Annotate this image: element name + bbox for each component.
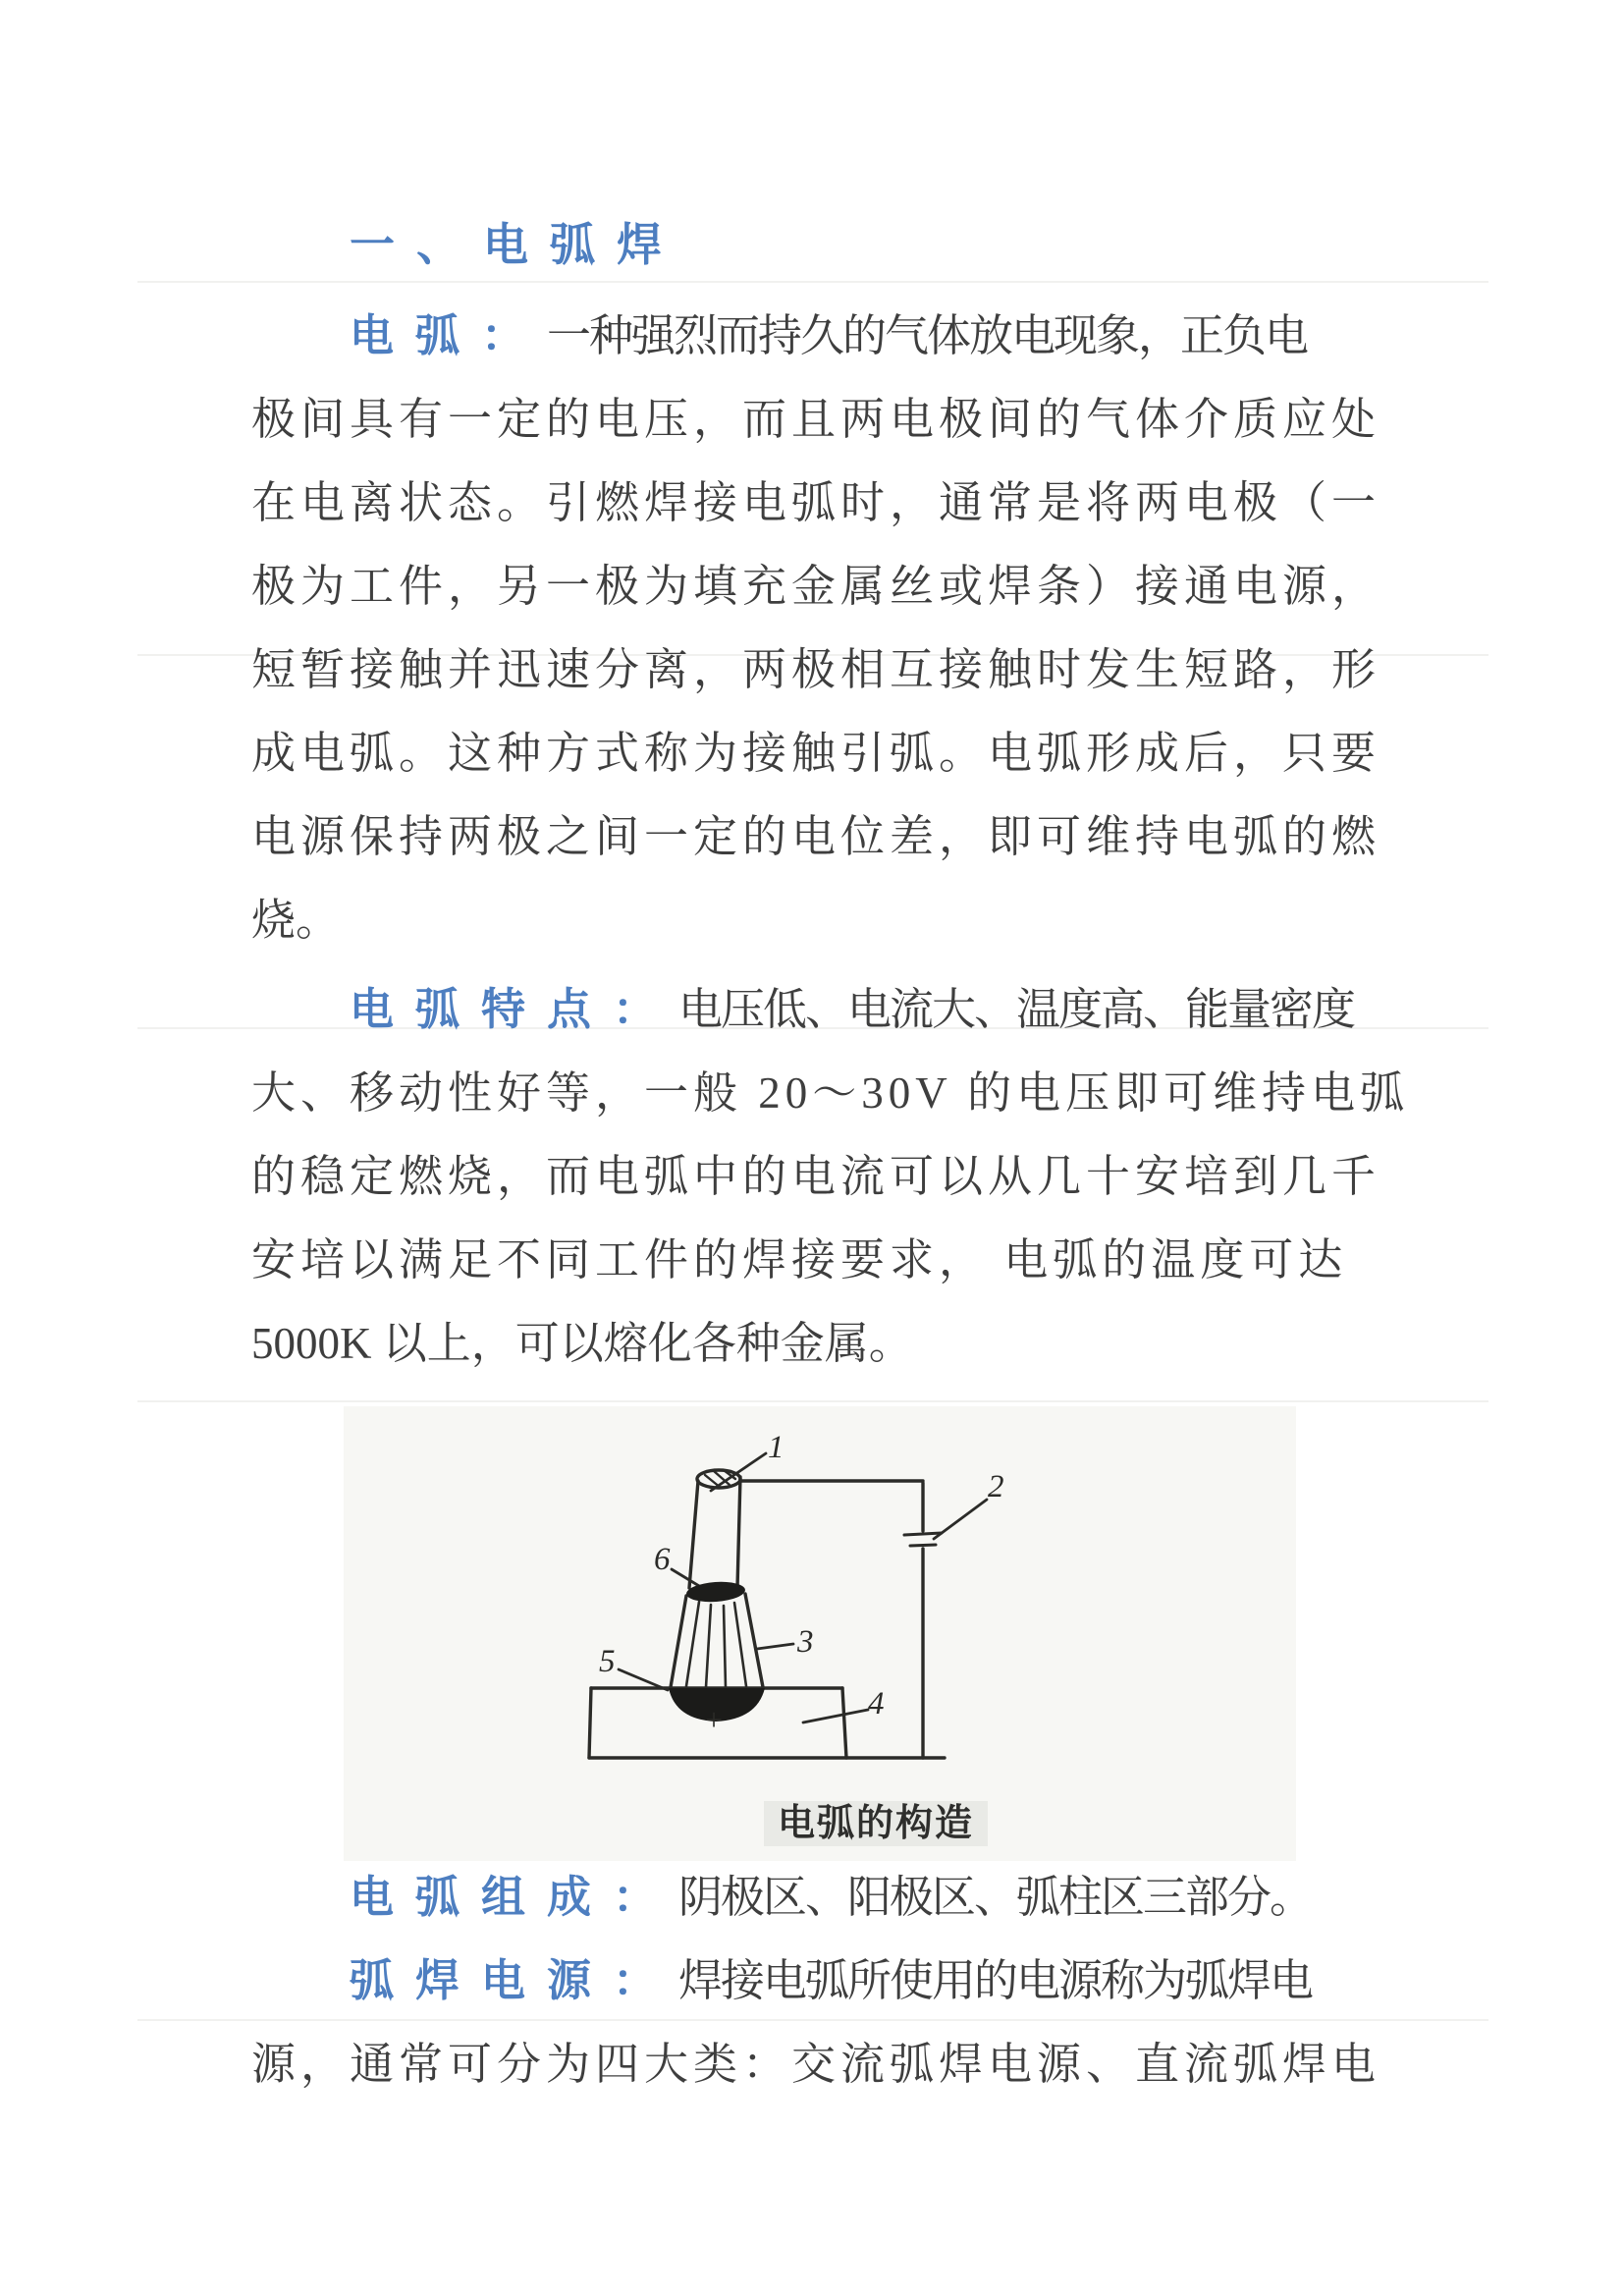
text-line bbox=[251, 1052, 1410, 1135]
line-text: 极为工件，另一极为填充金属丝或焊条）接通电源， bbox=[251, 562, 1381, 611]
line-text: 在电离状态。引燃焊接电弧时，通常是将两电极（一 bbox=[251, 478, 1381, 527]
text-line bbox=[251, 1135, 1390, 1219]
text-line bbox=[251, 1219, 1390, 1302]
text-line bbox=[251, 712, 1390, 795]
arc-structure-diagram bbox=[344, 1406, 1296, 1861]
figure-label-3: 3 bbox=[797, 1624, 814, 1660]
figure-label-1: 1 bbox=[768, 1430, 784, 1465]
line-text: 源，通常可分为四大类：交流弧焊电源、直流弧焊电 bbox=[251, 2040, 1381, 2089]
section-heading bbox=[251, 203, 683, 287]
line-text: 大、移动性好等，一般 20～30V 的电压即可维持电弧 bbox=[251, 1068, 1410, 1118]
paragraph-first-line bbox=[251, 968, 1488, 1052]
text-line bbox=[251, 1302, 1390, 1386]
line-text: 5000K 以上，可以熔化各种金属。 bbox=[251, 1319, 913, 1368]
text-line bbox=[251, 795, 1390, 879]
line-text: 焊接电弧所使用的电源称为弧焊电 bbox=[678, 1956, 1313, 2005]
paragraph-first-line bbox=[251, 1856, 1488, 1940]
term-label: 电弧特点： bbox=[350, 985, 679, 1034]
line-text: 短暂接触并迅速分离，两极相互接触时发生短路，形 bbox=[251, 645, 1381, 694]
faint-ruled-line bbox=[137, 1400, 1488, 1402]
line-text: 烧。 bbox=[251, 896, 341, 945]
arc-cone bbox=[671, 1594, 763, 1687]
battery-icon bbox=[904, 1533, 942, 1546]
line-text: 阴极区、阳极区、弧柱区三部分。 bbox=[678, 1873, 1313, 1922]
text-line bbox=[251, 545, 1390, 629]
plus-mark: + bbox=[705, 1702, 724, 1737]
term-label: 弧焊电源： bbox=[350, 1956, 679, 2005]
workpiece-plate bbox=[589, 1688, 945, 1758]
text-line bbox=[251, 629, 1390, 712]
text-line bbox=[251, 879, 1390, 962]
leader-line-4 bbox=[803, 1710, 868, 1722]
leader-line-2 bbox=[934, 1500, 987, 1539]
figure-label-5: 5 bbox=[599, 1644, 616, 1679]
line-text: 一种强烈而持久的气体放电现象，正负电 bbox=[547, 311, 1308, 360]
line-text: 安培以满足不同工件的焊接要求， 电弧的温度可达 bbox=[251, 1235, 1348, 1285]
figure-label-6: 6 bbox=[654, 1542, 671, 1577]
leader-line-1 bbox=[711, 1453, 766, 1491]
text-line bbox=[251, 378, 1390, 462]
text-line bbox=[251, 462, 1390, 545]
section-heading-text: 一、电弧焊 bbox=[350, 220, 683, 270]
figure-label-4: 4 bbox=[868, 1686, 885, 1722]
line-text: 极间具有一定的电压，而且两电极间的气体介质应处 bbox=[251, 395, 1381, 444]
figure-caption: 电弧的构造 bbox=[764, 1801, 988, 1846]
line-text: 成电弧。这种方式称为接触引弧。电弧形成后，只要 bbox=[251, 729, 1381, 778]
arc-structure-figure bbox=[344, 1406, 1296, 1861]
paragraph-first-line bbox=[251, 295, 1488, 378]
text-line bbox=[251, 2023, 1390, 2106]
leader-line-3 bbox=[757, 1644, 793, 1649]
line-text: 的稳定燃烧，而电弧中的电流可以从几十安培到几千 bbox=[251, 1152, 1381, 1201]
term-label: 电弧组成： bbox=[350, 1873, 679, 1922]
line-text: 电源保持两极之间一定的电位差，即可维持电弧的燃 bbox=[251, 812, 1381, 861]
line-text: 电压低、电流大、温度高、能量密度 bbox=[678, 985, 1355, 1034]
figure-label-2: 2 bbox=[988, 1469, 1004, 1504]
term-label: 电弧： bbox=[350, 311, 548, 360]
leader-lines bbox=[619, 1453, 987, 1722]
paragraph-first-line bbox=[251, 1940, 1488, 2023]
